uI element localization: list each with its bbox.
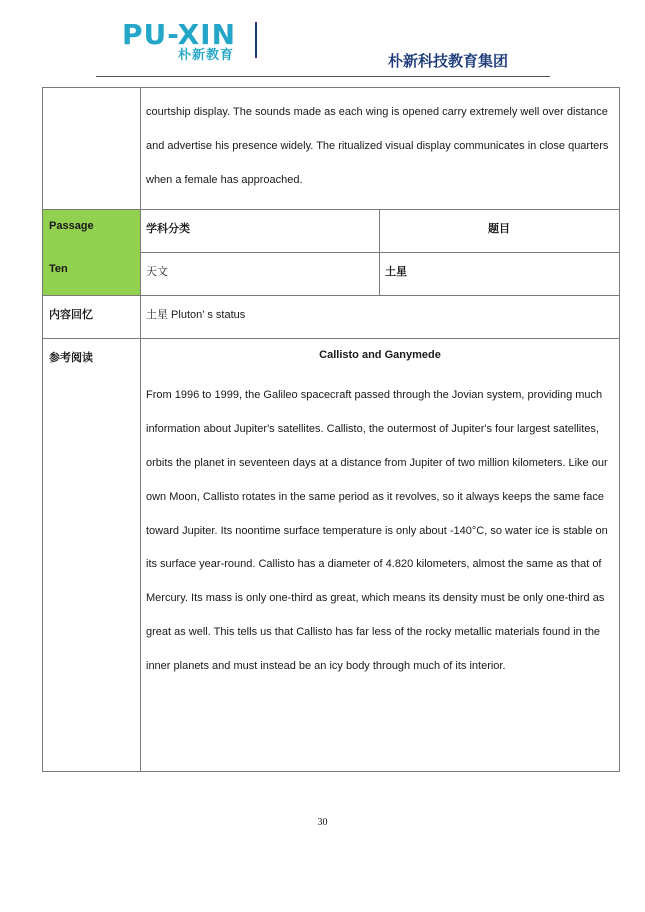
continued-text-cell xyxy=(141,88,620,210)
empty-label-cell xyxy=(43,88,141,210)
recall-value-cell xyxy=(141,296,620,339)
page-header xyxy=(0,0,645,80)
puxin-logo xyxy=(122,20,262,62)
recall-value: 土星 Pluton’ s status xyxy=(146,309,246,322)
subject-value: 天文 xyxy=(146,266,168,279)
subject-header: 学科分类 xyxy=(146,223,190,236)
topic-header: 题目 xyxy=(488,223,510,236)
subject-header-cell xyxy=(141,210,380,253)
recall-label: 内容回忆 xyxy=(49,309,93,322)
reading-content-cell xyxy=(141,339,620,772)
recall-label-cell xyxy=(43,296,141,339)
logo-divider xyxy=(255,22,257,58)
reading-label-cell xyxy=(43,339,141,772)
passage-label-cell xyxy=(43,210,141,296)
header-rule xyxy=(96,76,550,77)
continued-text: courtship display. The sounds made as each wing is opened carry extremely well over distance and advertise his presence widely. The ritualized visual display communicates in close quarters when a female has approached. xyxy=(146,106,609,186)
article-body: From 1996 to 1999, the Galileo spacecraft passed through the Jovian system, providing much information about Jupiter's satellites. Callisto, the outermost of Jupiter's four largest satellites, orbits the planet in seventeen days at a distance from Jupiter of two million kilometers. Like our own Moon, Callisto rotates in the same period as it revolves, so it always keeps the same face toward Jupiter. Its noontime surface temperature is only about -140°C, so water ice is stable on its surface year-round. Callisto has a diameter of 4.820 kilometers, almost the same as that of Mercury. Its mass is only one-third as great, which means its density must be only one-third as great as well. This tells us that Callisto has far less of the rocky metallic materials found in the inner planets and must instead be an icy body through much of its interior. xyxy=(146,389,608,672)
table-row xyxy=(43,210,620,253)
table-row xyxy=(43,296,620,339)
article-title: Callisto and Ganymede xyxy=(319,349,441,362)
group-name: 朴新科技教育集团 xyxy=(388,52,509,70)
topic-value-cell xyxy=(380,253,620,296)
page-number: 30 xyxy=(317,817,328,828)
topic-header-cell xyxy=(380,210,620,253)
passage-number: Ten xyxy=(49,263,68,276)
logo-text-cn: 朴新教育 xyxy=(178,48,235,63)
reading-label: 参考阅读 xyxy=(49,352,93,365)
passage-word: Passage xyxy=(49,220,94,233)
subject-value-cell xyxy=(141,253,380,296)
table-row xyxy=(43,339,620,772)
topic-value: 土星 xyxy=(385,266,407,279)
logo-text-en: PU-XIN xyxy=(122,18,237,51)
table-row xyxy=(43,88,620,210)
content-table xyxy=(42,87,620,772)
